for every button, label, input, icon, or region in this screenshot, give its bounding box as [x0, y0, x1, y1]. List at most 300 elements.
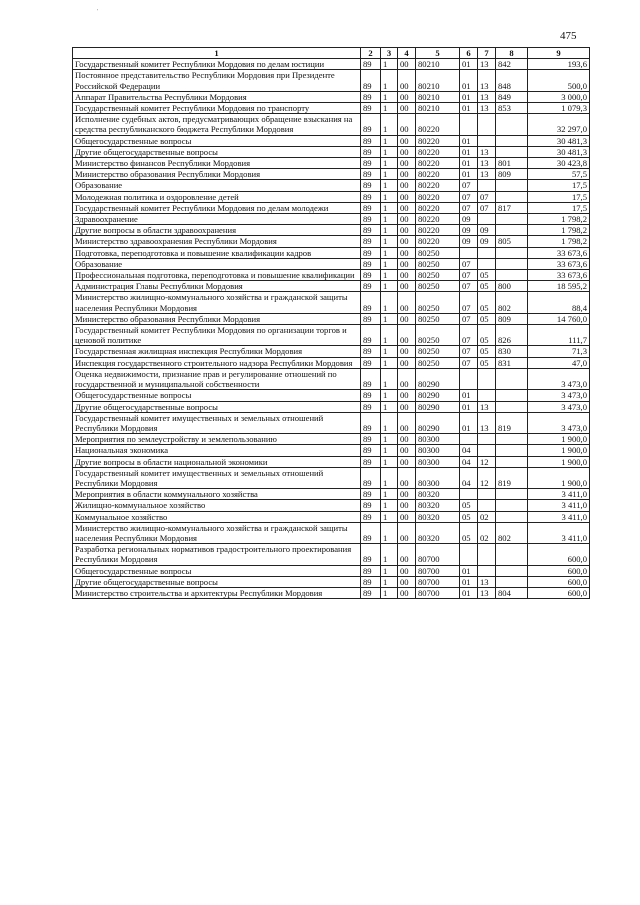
row-code: 89: [361, 368, 381, 389]
row-code: 00: [398, 191, 416, 202]
row-code: [496, 258, 528, 269]
row-code: 1: [381, 114, 398, 135]
row-amount: 600,0: [528, 576, 590, 587]
row-code: 89: [361, 91, 381, 102]
row-code: 05: [460, 522, 478, 543]
page-number: 475: [560, 30, 577, 42]
row-code: 1: [381, 357, 398, 368]
row-code: 05: [478, 292, 496, 313]
row-code: [460, 368, 478, 389]
row-label: Инспекция государственного строительного надзора Республики Мордовия: [73, 357, 361, 368]
row-code: 00: [398, 281, 416, 292]
row-code: [478, 434, 496, 445]
row-code: 1: [381, 270, 398, 281]
row-code: 80250: [416, 325, 460, 346]
row-code: 01: [460, 587, 478, 598]
row-code: 89: [361, 70, 381, 91]
row-code: 1: [381, 202, 398, 213]
row-code: [460, 247, 478, 258]
row-amount: 57,5: [528, 169, 590, 180]
row-code: 89: [361, 434, 381, 445]
row-code: 89: [361, 412, 381, 433]
row-label: Министерство жилищно-коммунального хозяйства и гражданской защиты населения Республики Мордовия: [73, 292, 361, 313]
row-amount: 30 481,3: [528, 135, 590, 146]
row-code: 1: [381, 214, 398, 225]
row-label: Государственный комитет Республики Мордовия по транспорту: [73, 103, 361, 114]
row-code: 831: [496, 357, 528, 368]
row-code: 00: [398, 114, 416, 135]
table-row: [73, 214, 590, 225]
row-label: Министерство жилищно-коммунального хозяйства и гражданской защиты населения Республики Мордовия: [73, 522, 361, 543]
row-code: 13: [478, 169, 496, 180]
row-code: [478, 258, 496, 269]
table-row: [73, 313, 590, 324]
row-label: Общегосударственные вопросы: [73, 565, 361, 576]
row-code: 00: [398, 489, 416, 500]
row-code: 1: [381, 467, 398, 488]
row-code: 89: [361, 456, 381, 467]
row-code: 89: [361, 445, 381, 456]
row-amount: 17,5: [528, 202, 590, 213]
row-code: 13: [478, 103, 496, 114]
row-code: [460, 114, 478, 135]
row-code: 1: [381, 135, 398, 146]
row-code: 80700: [416, 587, 460, 598]
row-label: Министерство образования Республики Мордовия: [73, 313, 361, 324]
row-label: Государственная жилищная инспекция Республики Мордовия: [73, 346, 361, 357]
row-code: 00: [398, 357, 416, 368]
row-code: 80250: [416, 247, 460, 258]
row-code: 00: [398, 91, 416, 102]
row-code: 848: [496, 70, 528, 91]
table-row: [73, 70, 590, 91]
row-code: 07: [460, 292, 478, 313]
row-code: 89: [361, 202, 381, 213]
row-code: 13: [478, 91, 496, 102]
row-label: Министерство здравоохранения Республики Мордовия: [73, 236, 361, 247]
row-code: 01: [460, 70, 478, 91]
table-row: [73, 368, 590, 389]
row-code: 89: [361, 346, 381, 357]
row-label: Жилищно-коммунальное хозяйство: [73, 500, 361, 511]
row-code: 09: [460, 236, 478, 247]
column-header: 6: [460, 48, 478, 59]
row-code: 01: [460, 412, 478, 433]
row-code: [496, 390, 528, 401]
row-code: 00: [398, 292, 416, 313]
row-code: 817: [496, 202, 528, 213]
row-code: 80290: [416, 390, 460, 401]
row-code: 00: [398, 247, 416, 258]
row-code: 00: [398, 325, 416, 346]
row-code: 00: [398, 135, 416, 146]
row-code: 80250: [416, 258, 460, 269]
row-label: Оценка недвижимости, признание прав и регулирование отношений по государственной и муниципальной собственности: [73, 368, 361, 389]
row-code: 1: [381, 500, 398, 511]
column-header: 7: [478, 48, 496, 59]
row-code: 00: [398, 544, 416, 565]
row-code: 1: [381, 247, 398, 258]
table-row: [73, 258, 590, 269]
row-code: 80290: [416, 401, 460, 412]
row-code: 00: [398, 445, 416, 456]
row-code: 00: [398, 158, 416, 169]
row-code: [478, 135, 496, 146]
row-code: 01: [460, 91, 478, 102]
row-amount: 1 900,0: [528, 434, 590, 445]
row-code: 01: [460, 135, 478, 146]
row-code: 1: [381, 346, 398, 357]
budget-table: [72, 47, 590, 599]
table-row: [73, 247, 590, 258]
row-code: [496, 270, 528, 281]
row-code: 89: [361, 191, 381, 202]
table-row: [73, 390, 590, 401]
row-amount: 3 473,0: [528, 390, 590, 401]
row-code: [478, 489, 496, 500]
row-code: 01: [460, 401, 478, 412]
row-code: 1: [381, 180, 398, 191]
row-code: 1: [381, 59, 398, 70]
row-code: 09: [478, 225, 496, 236]
row-code: 04: [460, 445, 478, 456]
table-row: [73, 270, 590, 281]
row-code: 00: [398, 103, 416, 114]
row-code: [496, 489, 528, 500]
row-code: 89: [361, 357, 381, 368]
row-code: 04: [460, 456, 478, 467]
row-code: [496, 445, 528, 456]
row-code: 00: [398, 412, 416, 433]
row-code: 00: [398, 146, 416, 157]
row-code: 13: [478, 158, 496, 169]
row-code: 1: [381, 544, 398, 565]
table-row: [73, 281, 590, 292]
row-code: 80250: [416, 292, 460, 313]
row-label: Образование: [73, 180, 361, 191]
row-code: [460, 489, 478, 500]
row-code: 842: [496, 59, 528, 70]
row-code: 00: [398, 70, 416, 91]
row-code: 80210: [416, 91, 460, 102]
row-code: 00: [398, 368, 416, 389]
row-code: [496, 225, 528, 236]
row-code: 00: [398, 390, 416, 401]
row-code: 00: [398, 169, 416, 180]
row-label: Другие общегосударственные вопросы: [73, 401, 361, 412]
row-code: 1: [381, 281, 398, 292]
row-code: 89: [361, 292, 381, 313]
row-code: 07: [478, 202, 496, 213]
row-amount: 1 900,0: [528, 456, 590, 467]
table-row: [73, 434, 590, 445]
row-code: 89: [361, 146, 381, 157]
row-code: 809: [496, 313, 528, 324]
row-label: Государственный комитет Республики Мордовия по делам молодежи: [73, 202, 361, 213]
row-code: 1: [381, 91, 398, 102]
row-amount: 600,0: [528, 587, 590, 598]
row-label: Администрация Главы Республики Мордовия: [73, 281, 361, 292]
row-code: [496, 247, 528, 258]
row-label: Министерство строительства и архитектуры Республики Мордовия: [73, 587, 361, 598]
row-code: 00: [398, 511, 416, 522]
row-amount: 18 595,2: [528, 281, 590, 292]
row-code: 07: [460, 346, 478, 357]
row-code: 07: [460, 313, 478, 324]
row-code: [478, 445, 496, 456]
table-row: [73, 202, 590, 213]
row-code: 07: [460, 180, 478, 191]
row-code: 802: [496, 292, 528, 313]
table-row: [73, 91, 590, 102]
row-code: 89: [361, 587, 381, 598]
table-row: [73, 158, 590, 169]
row-code: 80210: [416, 103, 460, 114]
table-row: [73, 489, 590, 500]
row-code: 80320: [416, 500, 460, 511]
row-code: 1: [381, 587, 398, 598]
row-code: 80220: [416, 169, 460, 180]
row-code: 07: [460, 281, 478, 292]
row-code: 12: [478, 456, 496, 467]
row-code: 1: [381, 158, 398, 169]
row-code: [496, 565, 528, 576]
row-code: 80300: [416, 456, 460, 467]
row-code: 80250: [416, 357, 460, 368]
row-amount: 33 673,6: [528, 258, 590, 269]
row-code: 89: [361, 522, 381, 543]
row-code: 80700: [416, 544, 460, 565]
row-amount: 111,7: [528, 325, 590, 346]
row-code: 00: [398, 565, 416, 576]
row-code: 13: [478, 401, 496, 412]
row-amount: 3 411,0: [528, 489, 590, 500]
row-code: 1: [381, 445, 398, 456]
row-code: 89: [361, 281, 381, 292]
row-code: [460, 544, 478, 565]
table-row: [73, 292, 590, 313]
table-row: [73, 576, 590, 587]
row-code: 89: [361, 565, 381, 576]
row-code: 01: [460, 146, 478, 157]
table-row: [73, 346, 590, 357]
row-code: 1: [381, 511, 398, 522]
row-code: 1: [381, 401, 398, 412]
row-code: [496, 576, 528, 587]
row-code: 80220: [416, 135, 460, 146]
row-code: 02: [478, 511, 496, 522]
row-code: 80220: [416, 214, 460, 225]
row-code: [496, 135, 528, 146]
row-label: Мероприятия по землеустройству и землепользованию: [73, 434, 361, 445]
row-code: 805: [496, 236, 528, 247]
row-code: 1: [381, 236, 398, 247]
row-code: [496, 191, 528, 202]
row-code: 89: [361, 467, 381, 488]
table-row: [73, 146, 590, 157]
row-label: Подготовка, переподготовка и повышение квалификации кадров: [73, 247, 361, 258]
row-amount: 17,5: [528, 191, 590, 202]
row-code: 80250: [416, 281, 460, 292]
row-amount: 3 411,0: [528, 511, 590, 522]
row-code: 80700: [416, 565, 460, 576]
row-code: 1: [381, 292, 398, 313]
row-amount: 88,4: [528, 292, 590, 313]
row-label: Мероприятия в области коммунального хозяйства: [73, 489, 361, 500]
row-code: [478, 214, 496, 225]
row-label: Аппарат Правительства Республики Мордовия: [73, 91, 361, 102]
row-code: [496, 511, 528, 522]
row-code: 1: [381, 489, 398, 500]
row-code: 849: [496, 91, 528, 102]
row-label: Другие общегосударственные вопросы: [73, 576, 361, 587]
row-code: 830: [496, 346, 528, 357]
row-code: [496, 544, 528, 565]
row-amount: 1 900,0: [528, 467, 590, 488]
row-label: Государственный комитет имущественных и земельных отношений Республики Мордовия: [73, 412, 361, 433]
column-header: 8: [496, 48, 528, 59]
row-code: 05: [478, 281, 496, 292]
row-code: 12: [478, 467, 496, 488]
row-amount: 3 473,0: [528, 412, 590, 433]
row-amount: 3 473,0: [528, 368, 590, 389]
row-code: 05: [478, 325, 496, 346]
table-row: [73, 325, 590, 346]
column-header: 3: [381, 48, 398, 59]
table-body: [73, 59, 590, 599]
row-code: 1: [381, 368, 398, 389]
row-code: 00: [398, 346, 416, 357]
row-code: 801: [496, 158, 528, 169]
row-amount: 600,0: [528, 544, 590, 565]
row-code: [478, 500, 496, 511]
row-code: 00: [398, 587, 416, 598]
row-code: 13: [478, 146, 496, 157]
row-code: 80250: [416, 313, 460, 324]
row-code: 1: [381, 146, 398, 157]
row-code: 89: [361, 489, 381, 500]
row-code: 00: [398, 467, 416, 488]
row-label: Исполнение судебных актов, предусматривающих обращение взыскания на средства республиканского бюджета Республики Мордовия: [73, 114, 361, 135]
row-code: 00: [398, 313, 416, 324]
row-code: [496, 180, 528, 191]
row-code: 01: [460, 169, 478, 180]
row-code: 07: [460, 191, 478, 202]
row-code: 89: [361, 258, 381, 269]
table-row: [73, 236, 590, 247]
row-code: 00: [398, 258, 416, 269]
row-code: [496, 368, 528, 389]
row-code: 80300: [416, 434, 460, 445]
row-code: 01: [460, 390, 478, 401]
table-row: [73, 511, 590, 522]
row-amount: 71,3: [528, 346, 590, 357]
row-code: 80320: [416, 511, 460, 522]
row-code: 80250: [416, 270, 460, 281]
row-label: Разработка региональных нормативов градостроительного проектирования Республики Мордовия: [73, 544, 361, 565]
table-row: [73, 191, 590, 202]
table-row: [73, 522, 590, 543]
row-code: 80210: [416, 70, 460, 91]
row-code: 1: [381, 258, 398, 269]
table-row: [73, 225, 590, 236]
row-code: 00: [398, 456, 416, 467]
row-code: 80220: [416, 158, 460, 169]
row-code: 1: [381, 390, 398, 401]
row-code: 01: [460, 158, 478, 169]
row-code: [478, 247, 496, 258]
row-code: 1: [381, 576, 398, 587]
row-code: 80300: [416, 445, 460, 456]
row-code: 00: [398, 401, 416, 412]
row-amount: 30 481,3: [528, 146, 590, 157]
row-code: 1: [381, 70, 398, 91]
column-header: 5: [416, 48, 460, 59]
row-code: 1: [381, 434, 398, 445]
row-code: 826: [496, 325, 528, 346]
row-amount: 3 000,0: [528, 91, 590, 102]
column-header: 2: [361, 48, 381, 59]
row-amount: 30 423,8: [528, 158, 590, 169]
table-row: [73, 456, 590, 467]
table-row: [73, 500, 590, 511]
row-code: 80220: [416, 191, 460, 202]
row-code: 00: [398, 522, 416, 543]
row-label: Государственный комитет Республики Мордовия по делам юстиции: [73, 59, 361, 70]
row-label: Другие вопросы в области здравоохранения: [73, 225, 361, 236]
row-code: 1: [381, 412, 398, 433]
row-code: 89: [361, 544, 381, 565]
row-code: 80700: [416, 576, 460, 587]
row-code: 05: [478, 313, 496, 324]
row-amount: 3 473,0: [528, 401, 590, 412]
row-code: 89: [361, 169, 381, 180]
row-code: [496, 500, 528, 511]
row-code: 1: [381, 456, 398, 467]
row-code: 00: [398, 225, 416, 236]
table-row: [73, 412, 590, 433]
row-code: 05: [460, 511, 478, 522]
row-code: [478, 565, 496, 576]
row-code: 1: [381, 191, 398, 202]
row-amount: 33 673,6: [528, 270, 590, 281]
row-code: 80290: [416, 368, 460, 389]
row-label: Профессиональная подготовка, переподготовка и повышение квалификации: [73, 270, 361, 281]
row-code: [496, 146, 528, 157]
row-code: 89: [361, 511, 381, 522]
row-code: 05: [460, 500, 478, 511]
row-code: 01: [460, 59, 478, 70]
row-code: 13: [478, 587, 496, 598]
row-code: 00: [398, 180, 416, 191]
row-amount: 17,5: [528, 180, 590, 191]
row-amount: 3 411,0: [528, 522, 590, 543]
row-code: 09: [460, 214, 478, 225]
row-code: 819: [496, 467, 528, 488]
scan-mark: ': [97, 9, 99, 15]
row-code: 04: [460, 467, 478, 488]
row-code: 89: [361, 158, 381, 169]
row-code: 89: [361, 401, 381, 412]
row-amount: 47,0: [528, 357, 590, 368]
row-code: [478, 368, 496, 389]
row-code: 05: [478, 270, 496, 281]
column-header: 9: [528, 48, 590, 59]
row-code: 00: [398, 236, 416, 247]
row-code: 1: [381, 169, 398, 180]
row-code: 13: [478, 59, 496, 70]
row-code: 1: [381, 103, 398, 114]
